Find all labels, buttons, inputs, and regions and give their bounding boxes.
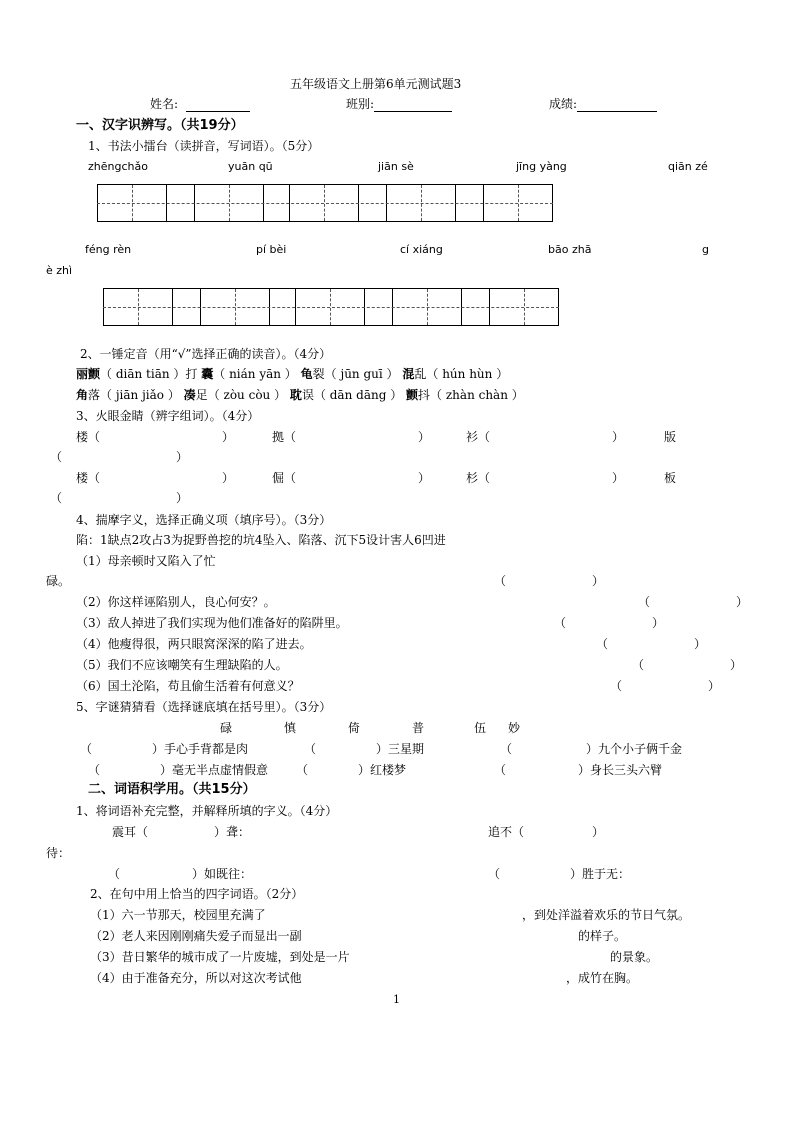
writing-box[interactable]	[386, 185, 456, 221]
bold-char: 角	[76, 388, 89, 402]
answer-close: ）	[736, 595, 749, 609]
sentence-part: （1）六一节那天，校园里充满了	[90, 908, 266, 922]
idiom-part: ）	[592, 825, 605, 839]
answer-open[interactable]: （	[596, 637, 609, 651]
score-label: 成绩:	[549, 97, 578, 111]
word-blank: ）	[222, 471, 235, 485]
answer-close: ）	[652, 616, 665, 630]
pinyin-label: zhēngchǎo	[88, 160, 148, 173]
word-blank: ）	[418, 471, 431, 485]
idiom-part: ）如既往：	[192, 867, 253, 881]
answer-close: ）	[694, 637, 707, 651]
writing-box[interactable]	[289, 185, 359, 221]
section-2-title: 二、词语积学用。（共15分）	[88, 782, 256, 797]
riddle-choice: 妙	[508, 721, 521, 735]
word-blank: （	[50, 491, 63, 505]
sentence-part: 的样子。	[578, 929, 627, 943]
q4-item: （2）你这样诬陷别人，良心何安？。	[76, 595, 276, 609]
idiom-part: 震耳（	[112, 825, 149, 839]
name-field[interactable]	[150, 96, 250, 112]
q4-item: （5）我们不应该嘲笑有生理缺陷的人。	[76, 658, 288, 672]
answer-open[interactable]: （	[610, 679, 623, 693]
answer-close: ）	[730, 658, 743, 672]
riddle-choice: 伍	[474, 721, 487, 735]
word-blank: 楼（	[76, 471, 101, 485]
section-1-title: 一、汉字识辨写。（共19分）	[76, 118, 244, 133]
riddle-choice: 慎	[284, 721, 297, 735]
writing-box[interactable]	[392, 289, 462, 325]
page-title: 五年级语文上册第6单元测试题3	[290, 77, 462, 91]
idiom-part: （	[488, 867, 501, 881]
q2-prompt: 2、一锤定音（用“√”选择正确的读音）。（4分）	[80, 347, 332, 361]
answer-close: ）	[592, 574, 605, 588]
pronunciation-option[interactable]: 落（ jiān jiǎo ）	[88, 388, 180, 402]
bold-char: 囊	[201, 367, 214, 381]
sentence-part: （2）老人来因刚刚痛失爱子而显出一副	[90, 929, 302, 943]
bold-char: 耽	[289, 388, 302, 402]
writing-box[interactable]	[97, 185, 167, 221]
pinyin-label: yuān qū	[228, 160, 273, 173]
riddle-open[interactable]: （	[304, 742, 317, 756]
pinyin-label: jīng yàng	[516, 160, 567, 173]
pronunciation-option[interactable]: 抖（ zhàn chàn ）	[418, 388, 524, 402]
pronunciation-option[interactable]: 裂（ jūn guī ）	[312, 367, 399, 381]
sentence-part: （4）由于准备充分，所以对这次考试他	[90, 971, 302, 985]
sentence-part: ，到处洋溢着欢乐的节日气氛。	[522, 908, 691, 922]
answer-open[interactable]: （	[554, 616, 567, 630]
class-field[interactable]	[346, 96, 452, 112]
q3-prompt: 3、火眼金睛（辨字组词）。（4分）	[76, 409, 260, 423]
word-blank: ）	[222, 430, 235, 444]
pronunciation-option[interactable]: （ diān tiān ）打	[100, 367, 198, 381]
writing-box[interactable]	[200, 289, 270, 325]
idiom-wrap: 待：	[46, 846, 71, 860]
pronunciation-option[interactable]: 乱（ hún hùn ）	[414, 367, 509, 381]
pinyin-label: cí xiáng	[400, 243, 443, 256]
pinyin-label: féng rèn	[85, 243, 132, 256]
answer-open[interactable]: （	[494, 574, 507, 588]
answer-open[interactable]: （	[632, 658, 645, 672]
score-field[interactable]	[549, 96, 657, 112]
word-blank: ）	[176, 491, 189, 505]
q1-prompt: 1、书法小擂台（读拼音，写词语）。（5分）	[88, 139, 320, 153]
idiom-part: ）胜于无：	[570, 867, 631, 881]
riddle-text: ）九个小子俩千金	[586, 742, 683, 756]
writing-box[interactable]	[103, 289, 173, 325]
word-blank: 板	[664, 471, 677, 485]
writing-box[interactable]	[295, 289, 365, 325]
word-blank: 倔（	[272, 471, 297, 485]
s2-q1-prompt: 1、将词语补充完整，并解释所填的字义。（4分）	[76, 804, 338, 818]
word-blank: ）	[612, 430, 625, 444]
name-label: 姓名:	[150, 97, 179, 111]
sentence-part: 的景象。	[610, 950, 659, 964]
q4-item: （1）母亲顿时又陷入了忙	[76, 554, 216, 568]
sentence-part: （3）昔日繁华的城市成了一片废墟，到处是一片	[90, 950, 350, 964]
riddle-text: ）红楼梦	[358, 763, 407, 777]
pinyin-label: pí bèi	[256, 243, 287, 256]
pronunciation-line-1	[76, 366, 508, 382]
word-blank: 拠（	[272, 430, 297, 444]
q5-prompt: 5、字谜猜猜看（选择谜底填在括号里）。（3分）	[76, 700, 332, 714]
q4-definition: 陷：1缺点2攻占3为捉野兽挖的坑4坠入、陷落、沉下5设计害人6凹进	[76, 533, 446, 547]
word-blank: （	[50, 450, 63, 464]
pronunciation-line-2	[76, 387, 524, 403]
riddle-choice: 碌	[220, 721, 233, 735]
bold-char: 混	[402, 367, 415, 381]
writing-box[interactable]	[194, 185, 264, 221]
riddle-open[interactable]: （	[500, 742, 513, 756]
idiom-part: ）聋：	[214, 825, 251, 839]
pronunciation-option[interactable]: （ nián yān ）	[213, 367, 297, 381]
riddle-open[interactable]: （	[296, 763, 309, 777]
writing-box[interactable]	[489, 289, 559, 325]
word-blank: ）	[612, 471, 625, 485]
idiom-part: 追不（	[488, 825, 525, 839]
s2-q2-prompt: 2、在句中用上恰当的四字词语。（2分）	[90, 887, 304, 901]
pinyin-label: bāo zhā	[548, 243, 592, 256]
page-number: 1	[393, 993, 400, 1006]
pinyin-label: jiān sè	[378, 160, 414, 173]
writing-grid-row-2	[103, 288, 559, 326]
riddle-text: ）手心手背都是肉	[152, 742, 249, 756]
word-blank: ）	[176, 450, 189, 464]
bold-char: 颤	[406, 388, 419, 402]
riddle-text: ）身长三头六臂	[578, 763, 663, 777]
word-blank: ）	[418, 430, 431, 444]
word-blank: 楼（	[76, 430, 101, 444]
q4-item: （3）敌人掉进了我们实现为他们准备好的陷阱里。	[76, 616, 348, 630]
pinyin-label: è zhì	[46, 264, 73, 277]
q4-item-wrap: 碌。	[46, 574, 71, 588]
sentence-part: ，成竹在胸。	[566, 971, 639, 985]
word-blank: 衫（	[466, 430, 491, 444]
answer-open[interactable]: （	[638, 595, 651, 609]
bold-char: 凑	[183, 388, 196, 402]
class-label: 班别:	[346, 97, 375, 111]
q4-item: （4）他瘦得很，两只眼窝深深的陷了进去。	[76, 637, 312, 651]
writing-grid-row-1	[97, 184, 553, 222]
bold-char: 丽颤	[76, 367, 101, 381]
writing-box[interactable]	[483, 185, 553, 221]
riddle-text: ）毫无半点虚情假意	[160, 763, 269, 777]
answer-close: ）	[708, 679, 721, 693]
word-blank: 版	[664, 430, 677, 444]
pronunciation-option[interactable]: 足（ zòu còu ）	[195, 388, 287, 402]
riddle-text: ）三星期	[376, 742, 425, 756]
q4-prompt: 4、揣摩字义，选择正确义项（填序号）。（3分）	[76, 513, 332, 527]
word-blank: 杉（	[466, 471, 491, 485]
pronunciation-option[interactable]: 误（ dān dāng ）	[301, 388, 403, 402]
q4-item: （6）国土沦陷，苟且偷生活着有何意义？	[76, 679, 300, 693]
idiom-part: （	[108, 867, 121, 881]
riddle-open[interactable]: （	[80, 742, 93, 756]
bold-char: 龟	[300, 367, 313, 381]
riddle-choice: 倚	[348, 721, 361, 735]
pinyin-label: g	[702, 243, 709, 256]
pinyin-label: qiān zé	[668, 160, 708, 173]
riddle-choice: 普	[412, 721, 425, 735]
riddle-open[interactable]: （	[88, 763, 101, 777]
riddle-open[interactable]: （	[494, 763, 507, 777]
